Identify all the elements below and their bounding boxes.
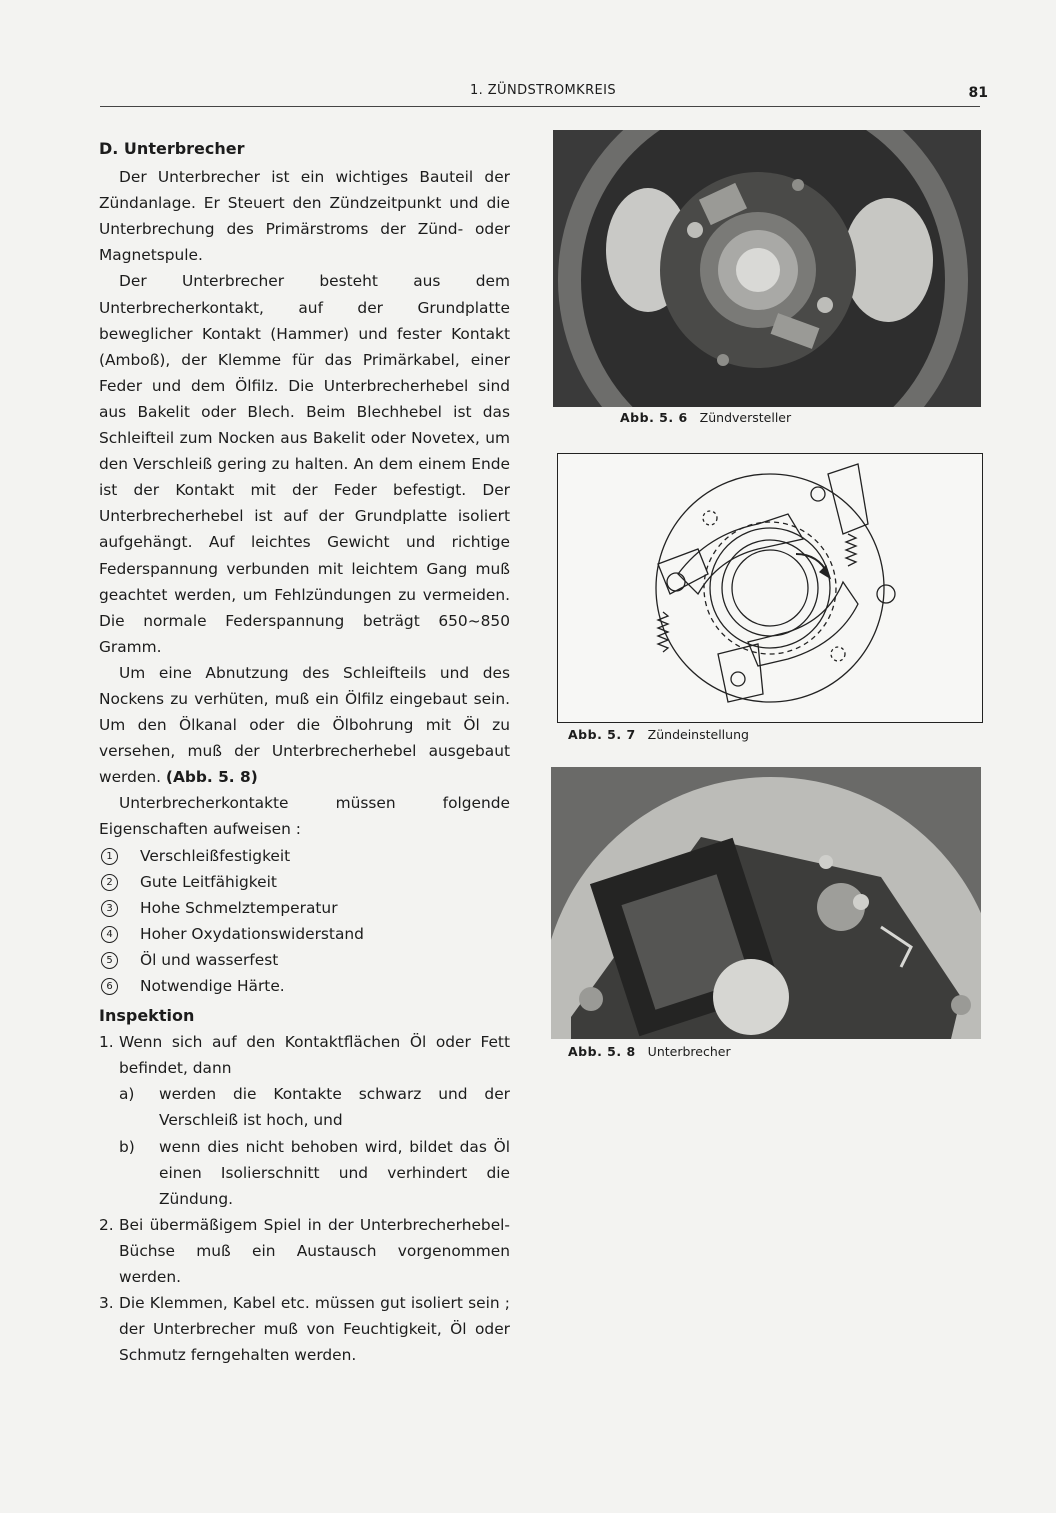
inspection-item-2 xyxy=(99,1212,510,1290)
sub-item-text: werden die Kontakte schwarz und der Verschleiß ist hoch, und xyxy=(159,1085,510,1130)
property-text: Verschleißfestigkeit xyxy=(140,846,291,865)
paragraph-oil-felt-text: Um eine Abnutzung des Schleifteils und des Nockens zu verhüten, muß ein Ölfilz eingebaut sein. Um den Ölkanal oder die Ölbohrung mit Öl zu versehen, muß der Unterbrecherhebel ausgebaut werden. xyxy=(99,663,510,787)
circled-number: 2 xyxy=(101,874,118,891)
properties-list xyxy=(99,843,510,1000)
circled-number: 3 xyxy=(101,900,118,917)
running-head: 1. ZÜNDSTROMKREIS xyxy=(470,83,617,98)
list-item xyxy=(99,947,510,973)
figure-5-6-photo xyxy=(553,130,981,407)
circled-number: 6 xyxy=(101,978,118,995)
property-text: Gute Leitfähigkeit xyxy=(140,872,277,891)
contact-breaker-image xyxy=(551,767,981,1039)
sub-list xyxy=(99,1081,510,1211)
item-number: 3. xyxy=(99,1294,114,1313)
property-text: Notwendige Härte. xyxy=(140,977,285,995)
page-header xyxy=(100,83,990,103)
list-item xyxy=(99,895,510,921)
advance-mechanism-image xyxy=(553,130,981,407)
figure-caption-text: Unterbrecher xyxy=(647,1044,731,1059)
item-number: 1. xyxy=(99,1033,114,1052)
sub-item-letter: b) xyxy=(119,1137,135,1156)
list-item xyxy=(99,869,510,895)
figure-5-6-caption xyxy=(620,410,791,425)
figure-5-8-photo xyxy=(551,767,981,1039)
list-item xyxy=(99,921,510,947)
item-number: 2. xyxy=(99,1215,114,1234)
item-text: Bei übermäßigem Spiel in der Unterbrecherhebel-Büchse muß ein Austausch vorgenommen werden. xyxy=(119,1215,510,1287)
circled-number: 5 xyxy=(101,952,118,969)
figure-5-8-caption xyxy=(568,1044,731,1059)
item-body xyxy=(119,1029,510,1212)
property-text: Öl und wasserfest xyxy=(140,950,279,969)
circled-number: 4 xyxy=(101,926,118,943)
inspection-list xyxy=(99,1029,510,1368)
sub-item-letter: a) xyxy=(119,1085,135,1104)
inspection-item-1 xyxy=(99,1029,510,1212)
list-item xyxy=(99,973,510,999)
figure-5-7-drawing xyxy=(557,453,983,723)
property-text: Hoher Oxydationswiderstand xyxy=(140,924,364,943)
inspection-title: Inspektion xyxy=(99,1006,195,1026)
figure-caption-text: Zündeinstellung xyxy=(647,727,749,742)
figure-reference: (Abb. 5. 8) xyxy=(165,768,258,787)
circled-number: 1 xyxy=(101,848,118,865)
property-text: Hohe Schmelztemperatur xyxy=(140,898,338,917)
item-text: Wenn sich auf den Kontaktflächen Öl oder Fett befindet, dann xyxy=(119,1033,510,1078)
figure-label: Abb. 5. 8 xyxy=(568,1044,636,1059)
sub-item-text: wenn dies nicht behoben wird, bildet das Öl einen Isolierschnitt und verhindert die Zündung. xyxy=(159,1137,510,1208)
item-text: Die Klemmen, Kabel etc. müssen gut isoliert sein ; der Unterbrecher muß von Feuchtigkeit, Öl oder Schmutz ferngehalten werden. xyxy=(119,1294,510,1365)
section-title: D. Unterbrecher xyxy=(99,139,245,158)
figure-label: Abb. 5. 6 xyxy=(620,410,688,425)
figure-label: Abb. 5. 7 xyxy=(568,727,636,742)
page-number: 81 xyxy=(968,85,988,101)
figure-caption-text: Zündversteller xyxy=(699,410,792,425)
list-item xyxy=(99,843,510,869)
sub-item-b xyxy=(99,1134,510,1212)
header-rule xyxy=(100,106,980,107)
ignition-timing-diagram xyxy=(558,454,982,722)
figure-5-7-caption xyxy=(568,727,749,742)
inspection-item-3 xyxy=(99,1290,510,1368)
paragraph-oil-felt xyxy=(99,660,510,790)
paragraph-properties-intro: Unterbrecherkontakte müssen folgende Eigenschaften aufweisen : xyxy=(99,794,510,839)
paragraph-intro: Der Unterbrecher ist ein wichtiges Bauteil der Zündanlage. Er Steuert den Zündzeitpunkt und die Unterbrechung des Primärstroms der Zünd- oder Magnetspule. xyxy=(99,168,510,265)
text-column xyxy=(99,136,510,1368)
paragraph-construction: Der Unterbrecher besteht aus dem Unterbrecherkontakt, auf der Grundplatte beweglicher Kontakt (Hammer) und fester Kontakt (Amboß), der Klemme für das Primärkabel, einer Feder und dem Ölfilz. Die Unterbrecherhebel sind aus Bakelit oder Blech. Beim Blechhebel ist das Schleifteil zum Nocken aus Bakelit oder Novetex, um den Verschleiß gering zu halten. An dem einem Ende ist der Kontakt mit der Feder befestigt. Der Unterbrecherhebel ist auf der Grundplatte isoliert aufgehängt. Auf leichtes Gewicht und richtige Federspannung verbunden mit leichtem Gang muß geachtet werden, um Fehlzündungen zu vermeiden. Die normale Federspannung beträgt 650~850 Gramm. xyxy=(99,272,510,656)
sub-item-a xyxy=(99,1081,510,1133)
